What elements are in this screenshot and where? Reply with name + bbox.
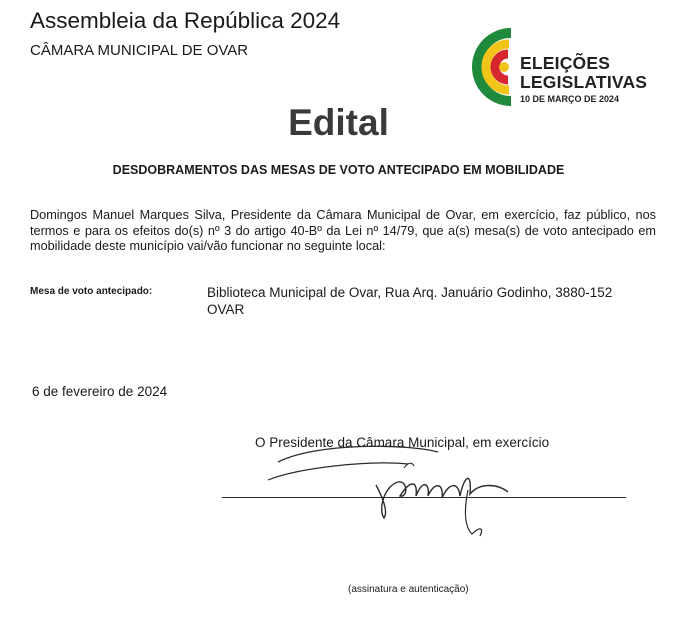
document-heading: Edital — [288, 102, 389, 143]
logo-date: 10 DE MARÇO DE 2024 — [520, 94, 620, 104]
logo-line-2: LEGISLATIVAS — [520, 72, 648, 92]
signature-caption: (assinatura e autenticação) — [348, 584, 469, 595]
municipality-name: CÂMARA MUNICIPAL DE OVAR — [30, 42, 249, 59]
handwritten-signature — [258, 440, 538, 540]
body-paragraph: Domingos Manuel Marques Silva, Presidente da Câmara Municipal de Ovar, em exercício, faz público, nos termos e para os efeitos do(s) nº 3 do artigo 40-Bº da Lei nº 14/79, que a(s) mesa(s) de voto antecipado em mobilidade deste município vai/vão funcionar no seguinte local: — [30, 208, 656, 253]
mesa-label: Mesa de voto antecipado: — [30, 286, 153, 297]
signer-title: O Presidente da Câmara Municipal, em exercício — [255, 435, 550, 450]
page-title: Assembleia da República 2024 — [30, 8, 341, 33]
document-date: 6 de fevereiro de 2024 — [32, 384, 168, 399]
document-subheading: DESDOBRAMENTOS DAS MESAS DE VOTO ANTECIPADO EM MOBILIDADE — [112, 163, 565, 177]
mesa-location: Biblioteca Municipal de Ovar, Rua Arq. Januário Godinho, 3880-152 OVAR — [207, 285, 613, 317]
elections-emblem-icon — [466, 27, 526, 107]
logo-line-1: ELEIÇÕES — [520, 53, 611, 73]
